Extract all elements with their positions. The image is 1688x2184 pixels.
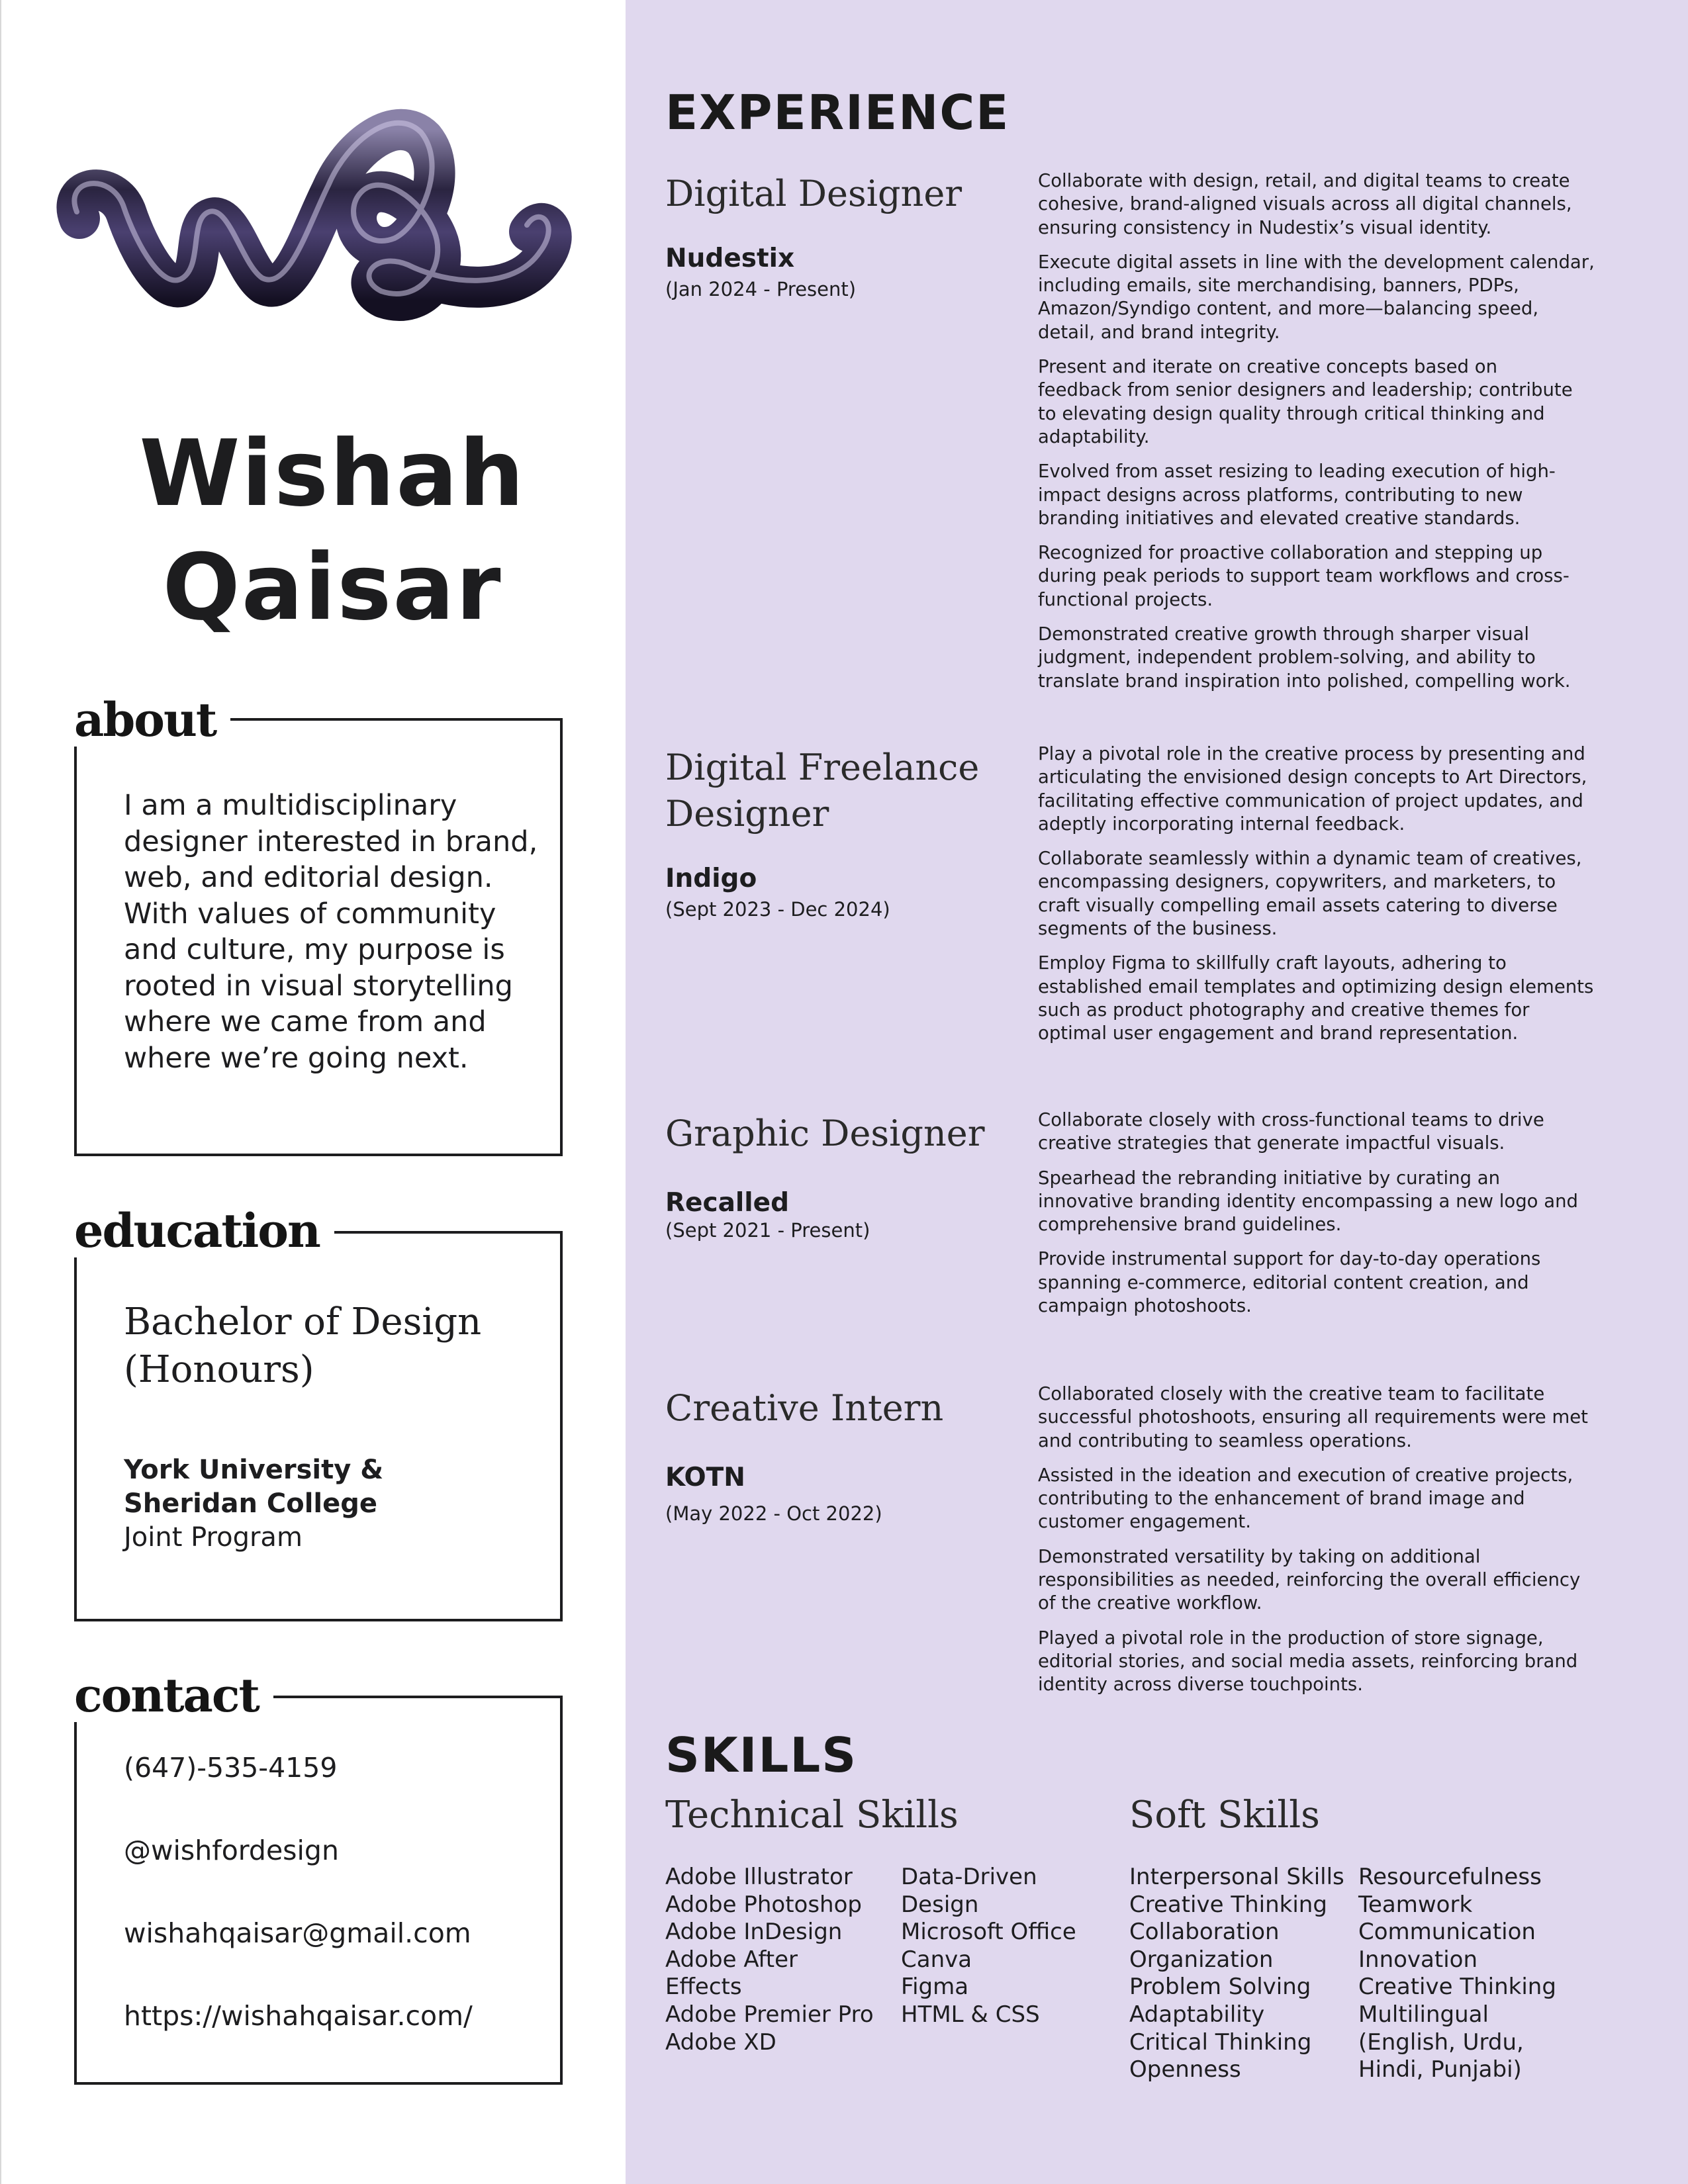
- job-dates: (May 2022 - Oct 2022): [665, 1502, 882, 1525]
- job-company: Indigo: [665, 864, 757, 893]
- job-bullet: Collaborated closely with the creative team to facilitate successful photoshoots, ensuring all requirements were met and contributing to seamless operations.: [1038, 1383, 1588, 1451]
- education-box: [74, 1231, 563, 1621]
- full-name: [120, 417, 544, 645]
- job-bullet: Execute digital assets in line with the development calendar, including emails, site merchandising, banners, PDPs, Amazon/Syndigo content, and more—balancing speed, detail, and brand integrity.: [1038, 251, 1595, 343]
- skill-item: Multilingual: [1358, 2001, 1489, 2028]
- skill-item: (English, Urdu,: [1358, 2028, 1524, 2056]
- skill-item: Canva: [901, 1946, 972, 1973]
- skill-item: Interpersonal Skills: [1129, 1864, 1344, 1890]
- wq-monogram-logo: [53, 99, 583, 351]
- job-bullet: Play a pivotal role in the creative process by presenting and articulating the envisioned design concepts to Art Directors, facilitating effective communication of project updates, and adeptly incorporating internal feedback.: [1038, 743, 1587, 835]
- skill-item: Adobe Premier Pro: [665, 2001, 874, 2028]
- about-text: I am a multidisciplinary designer interested in brand, web, and editorial design. With values of community and culture, my purpose is rooted in visual storytelling where we came from and where we’re going next.: [124, 789, 538, 1075]
- skill-item: Resourcefulness: [1358, 1864, 1542, 1890]
- job-company: Nudestix: [665, 244, 795, 273]
- job-bullet: Spearhead the rebranding initiative by curating an innovative branding identity encompassing a new logo and comprehensive brand guidelines.: [1038, 1167, 1578, 1236]
- experience-heading: EXPERIENCE: [665, 85, 1010, 140]
- soft-skills-list-2: [1358, 1864, 1556, 2084]
- job-bullet: Collaborate seamlessly within a dynamic team of creatives, encompassing designers, copywriters, and marketers, to craft visually compelling email assets catering to diverse segments of the business.: [1038, 848, 1582, 940]
- job-bullets: [1038, 169, 1673, 704]
- skill-item: Communication: [1358, 1919, 1536, 1946]
- skill-item: Openness: [1129, 2056, 1241, 2083]
- job-bullet: Collaborate with design, retail, and digital teams to create cohesive, brand-aligned visuals across all digital channels, ensuring consistency in Nudestix’s visual identity.: [1038, 170, 1572, 238]
- job-role: Digital Designer: [665, 173, 962, 214]
- job-dates: (Jan 2024 - Present): [665, 278, 857, 300]
- technical-skills-list-2: [901, 1864, 1076, 2029]
- job-bullet: Played a pivotal role in the production of store signage, editorial stories, and social media assets, reinforcing brand identity across diverse touchpoints.: [1038, 1627, 1578, 1696]
- contact-handle[interactable]: @wishfordesign: [124, 1835, 339, 1866]
- job-bullet: Present and iterate on creative concepts based on feedback from senior designers and leadership; contribute to elevating design quality through critical thinking and adaptability.: [1038, 356, 1573, 447]
- skill-item: Collaboration: [1129, 1919, 1280, 1946]
- skill-item: Critical Thinking: [1129, 2028, 1312, 2056]
- job-bullet: Demonstrated creative growth through sharper visual judgment, independent problem-solving, and ability to translate brand inspiration into polished, compelling work.: [1038, 623, 1571, 692]
- job-bullet: Employ Figma to skillfully craft layouts, adhering to established email templates and optimizing design elements such as product photography and creative themes for optimal user engagement and brand representation.: [1038, 952, 1594, 1044]
- skill-item: Innovation: [1358, 1946, 1478, 1973]
- job-bullets: [1038, 743, 1673, 1057]
- job-role: Digital Freelance Designer: [665, 747, 980, 835]
- last-name: Qaisar: [162, 534, 502, 641]
- degree: Bachelor of Design (Honours): [124, 1300, 482, 1391]
- soft-skills-heading: Soft Skills: [1129, 1794, 1320, 1837]
- skill-item: Design: [901, 1891, 979, 1918]
- job-bullet: Evolved from asset resizing to leading execution of high- impact designs across platforms, contributing to new branding initiatives and elevated creative standards.: [1038, 461, 1556, 529]
- skill-item: Adobe XD: [665, 2028, 776, 2056]
- skill-item: Adobe InDesign: [665, 1919, 843, 1946]
- about-heading: about: [74, 694, 230, 747]
- skill-item: Teamwork: [1358, 1891, 1473, 1918]
- skill-item: Data-Driven: [901, 1864, 1037, 1890]
- job-bullet: Provide instrumental support for day-to-day operations spanning e-commerce, editorial content creation, and campaign photoshoots.: [1038, 1248, 1541, 1317]
- skill-item: Problem Solving: [1129, 1974, 1311, 2001]
- contact-phone[interactable]: (647)-535-4159: [124, 1752, 338, 1784]
- contact-heading: contact: [74, 1669, 273, 1722]
- job-bullets: [1038, 1109, 1673, 1329]
- technical-skills-list-1: [665, 1864, 874, 2056]
- technical-skills-heading: Technical Skills: [665, 1794, 959, 1837]
- soft-skills-list-1: [1129, 1864, 1344, 2084]
- skill-item: Hindi, Punjabi): [1358, 2056, 1522, 2083]
- job-bullet: Demonstrated versatility by taking on additional responsibilities as needed, reinforcing the overall efficiency of the creative workflow.: [1038, 1545, 1581, 1614]
- skill-item: Creative Thinking: [1358, 1974, 1556, 2001]
- education-heading: education: [74, 1205, 334, 1257]
- left-column: [0, 0, 626, 2184]
- skill-item: HTML & CSS: [901, 2001, 1040, 2028]
- job-bullets: [1038, 1383, 1673, 1708]
- contact-website[interactable]: https://wishahqaisar.com/: [124, 2000, 473, 2032]
- skill-item: Effects: [665, 1974, 742, 2001]
- skill-item: Adobe Illustrator: [665, 1864, 853, 1890]
- skill-item: Adobe Photoshop: [665, 1891, 862, 1918]
- job-dates: (Sept 2021 - Present): [665, 1219, 870, 1242]
- first-name: Wishah: [139, 420, 526, 527]
- job-company: KOTN: [665, 1463, 745, 1492]
- job-bullet: Collaborate closely with cross-functional teams to drive creative strategies that generate impactful visuals.: [1038, 1109, 1544, 1154]
- skill-item: Figma: [901, 1974, 969, 2001]
- skills-heading: SKILLS: [665, 1727, 858, 1783]
- skill-item: Organization: [1129, 1946, 1274, 1973]
- skill-item: Microsoft Office: [901, 1919, 1076, 1946]
- skill-item: Adobe After: [665, 1946, 798, 1973]
- job-bullet: Recognized for proactive collaboration and stepping up during peak periods to support team workflows and cross- functional projects.: [1038, 542, 1570, 610]
- contact-email[interactable]: wishahqaisar@gmail.com: [124, 1917, 471, 1949]
- skill-item: Adaptability: [1129, 2001, 1265, 2028]
- job-dates: (Sept 2023 - Dec 2024): [665, 898, 890, 921]
- job-role: Graphic Designer: [665, 1113, 985, 1154]
- school: York University & Sheridan College: [124, 1455, 384, 1519]
- job-role: Creative Intern: [665, 1387, 944, 1429]
- job-bullet: Assisted in the ideation and execution of creative projects, contributing to the enhancement of brand image and customer engagement.: [1038, 1464, 1573, 1533]
- skill-item: Creative Thinking: [1129, 1891, 1327, 1918]
- job-company: Recalled: [665, 1188, 790, 1218]
- program: Joint Program: [124, 1522, 303, 1553]
